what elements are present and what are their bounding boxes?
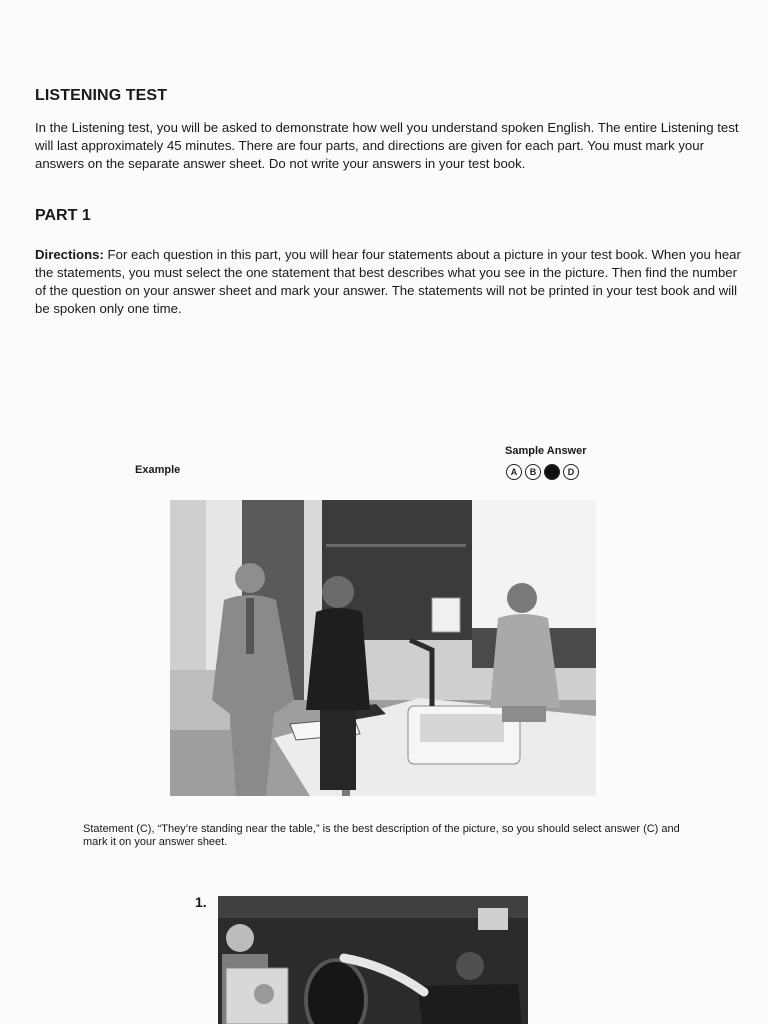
bubble-c: C <box>544 464 560 480</box>
intro-paragraph: In the Listening test, you will be asked to demonstrate how well you understand spoken English. The entire Listening test will last approximately 45 minutes. There are four parts, and directions are given for each part. You must mark your answers on the separate answer sheet. Do not write your answers in your test book. <box>35 120 739 171</box>
sample-answer-label: Sample Answer <box>505 445 587 457</box>
example-label: Example <box>135 464 181 476</box>
question-1-number: 1. <box>195 894 207 910</box>
directions-text: For each question in this part, you will hear four statements about a picture in your test book. When you hear the statements, you must select the one statement that best describes what you see in the picture. Then find the number of the question on your answer sheet and mark your answer. The statements will not be printed in your test book and will be spoken only one time. <box>35 247 741 316</box>
bubble-d: D <box>563 464 579 480</box>
page-heading: LISTENING TEST <box>35 87 168 104</box>
bubble-b: B <box>525 464 541 480</box>
directions-label: Directions: <box>35 247 104 262</box>
sample-answer-bubbles <box>506 464 579 480</box>
example-photo <box>170 500 596 796</box>
question-1-photo <box>218 896 528 1024</box>
example-caption: Statement (C), “They’re standing near the table,” is the best description of the picture, so you should select answer (C) and mark it on your answer sheet. <box>83 823 680 848</box>
bubble-a: A <box>506 464 522 480</box>
part-title: PART 1 <box>35 207 91 224</box>
directions-paragraph <box>35 246 747 318</box>
